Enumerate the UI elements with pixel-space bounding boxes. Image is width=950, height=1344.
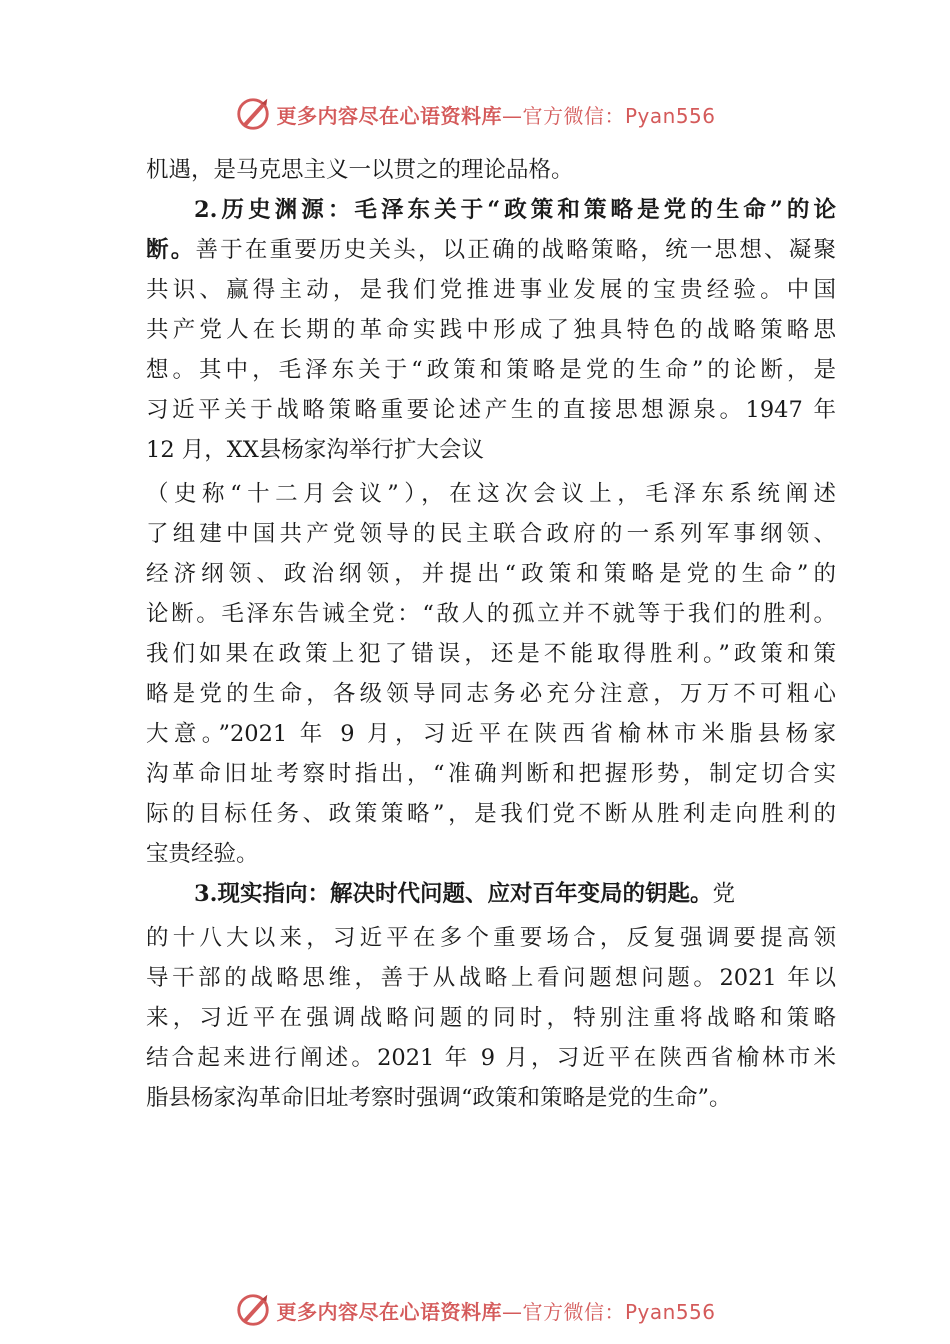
header-banner	[0, 94, 950, 134]
paragraph-line: （史称“十二月会议”），在这次会议上，毛泽东系统阐述	[146, 481, 836, 507]
quill-pen-icon	[234, 95, 272, 133]
paragraph-line: 的十八大以来，习近平在多个重要场合，反复强调要提高领	[146, 925, 836, 951]
paragraph-line: 沟革命旧址考察时指出，“准确判断和把握形势，制定切合实	[146, 761, 836, 787]
paragraph-line: 导干部的战略思维，善于从战略上看问题想问题。2021 年以	[146, 965, 836, 991]
banner-wechat-id: Pyan556	[624, 103, 716, 128]
section-heading-3	[146, 874, 836, 914]
paragraph-line: 12 月，XX县杨家沟举行扩大会议	[146, 437, 484, 463]
paragraph-line: 结合起来进行阐述。2021 年 9 月，习近平在陕西省榆林市米	[146, 1045, 836, 1071]
paragraph-text: 党	[712, 881, 736, 907]
banner-site-text: 更多内容尽在心语资料库	[276, 103, 502, 128]
paragraph-line: 想。其中，毛泽东关于“政策和策略是党的生命”的论断，是	[146, 357, 836, 383]
paragraph-line: 论断。毛泽东告诫全党：“敌人的孤立并不就等于我们的胜利。	[146, 601, 836, 627]
paragraph-line: 际的目标任务、政策策略”，是我们党不断从胜利走向胜利的	[146, 801, 836, 827]
heading-text: 3.现实指向：解决时代问题、应对百年变局的钥匙。	[194, 881, 713, 907]
paragraph-line: 略是党的生命，各级领导同志务必充分注意，万万不可粗心	[146, 681, 836, 707]
paragraph-line	[146, 230, 836, 270]
banner-wechat-id: Pyan556	[624, 1299, 716, 1324]
heading-continuation: 断。	[146, 237, 196, 263]
quill-pen-icon	[234, 1291, 272, 1329]
banner-text	[276, 100, 715, 129]
document-body	[146, 150, 836, 1118]
paragraph-line: 大意。”2021 年 9 月，习近平在陕西省榆林市米脂县杨家	[146, 721, 836, 747]
paragraph-text: 善于在重要历史关头，以正确的战略策略，统一思想、凝聚	[195, 237, 836, 263]
banner-text	[276, 1296, 715, 1325]
paragraph-line: 共产党人在长期的革命实践中形成了独具特色的战略策略思	[146, 317, 836, 343]
footer-banner	[0, 1290, 950, 1330]
banner-wechat-label: 官方微信：	[522, 1299, 625, 1324]
section-heading-2: 2.历史渊源：毛泽东关于“政策和策略是党的生命”的论	[194, 197, 836, 223]
paragraph-line: 宝贵经验。	[146, 841, 259, 867]
banner-dash: —	[501, 103, 523, 128]
paragraph-line: 机遇，是马克思主义一以贯之的理论品格。	[146, 157, 574, 183]
paragraph-line: 习近平关于战略策略重要论述产生的直接思想源泉。1947 年	[146, 397, 836, 423]
paragraph-line: 共识、赢得主动，是我们党推进事业发展的宝贵经验。中国	[146, 277, 836, 303]
paragraph-line: 了组建中国共产党领导的民主联合政府的一系列军事纲领、	[146, 521, 836, 547]
banner-dash: —	[501, 1299, 523, 1324]
paragraph-line: 经济纲领、政治纲领，并提出“政策和策略是党的生命”的	[146, 561, 836, 587]
banner-site-text: 更多内容尽在心语资料库	[276, 1299, 502, 1324]
paragraph-line: 来，习近平在强调战略问题的同时，特别注重将战略和策略	[146, 1005, 836, 1031]
paragraph-line: 我们如果在政策上犯了错误，还是不能取得胜利。”政策和策	[146, 641, 836, 667]
paragraph-line: 脂县杨家沟革命旧址考察时强调“政策和策略是党的生命”。	[146, 1085, 732, 1111]
banner-wechat-label: 官方微信：	[522, 103, 625, 128]
